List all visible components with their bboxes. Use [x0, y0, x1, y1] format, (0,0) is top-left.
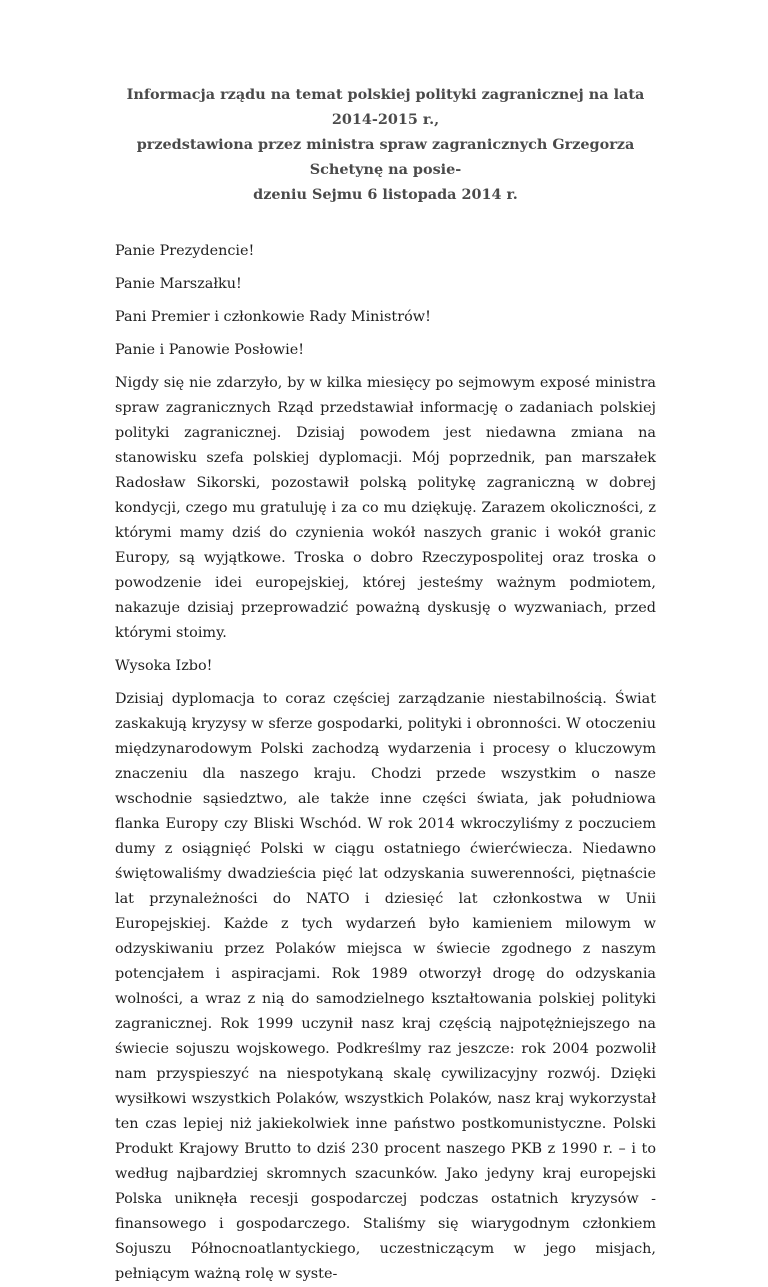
- greeting-president: Panie Prezydencie!: [115, 243, 255, 259]
- paragraph-2: Dzisiaj dyplomacja to coraz częściej zarządzanie niestabilnością. Świat zaskakują kryzysy w sferze gospodarki, polityki i obronności. W otoczeniu międzynarodowym Polski zachodzą wydarzenia i procesy o kluczowym znaczeniu dla naszego kraju. Chodzi przede wszystkim o nasze wschodnie sąsiedztwo, ale także inne części świata, jak południowa flanka Europy czy Bliski Wschód. W rok 2014 wkroczyliśmy z poczuciem dumy z osiągnięć Polski w ciągu ostatniego ćwierćwiecza. Niedawno świętowaliśmy dwadzieścia pięć lat odzyskania suwerenności, piętnaście lat przynależności do NATO i dziesięć lat członkostwa w Unii Europejskiej. Każde z tych wydarzeń było kamieniem milowym w odzyskiwaniu przez Polaków miejsca w świecie zgodnego z naszym potencjałem i aspiracjami. Rok 1989 otworzył drogę do odzyskania wolności, a wraz z nią do samodzielnego kształtowania polskiej polityki zagranicznej. Rok 1999 uczynił nasz kraj częścią najpotężniejszego na świecie sojuszu wojskowego. Podkreślmy raz jeszcze: rok 2004 pozwolił nam przyspieszyć na niespotykaną skalę cywilizacyjny rozwój. Dzięki wysiłkowi wszystkich Polaków, wszystkich Polaków, nasz kraj wykorzystał ten czas lepiej niż jakiekolwiek inne państwo postkomunistyczne. Polski Produkt Krajowy Brutto to dziś 230 procent naszego PKB z 1990 r. – i to według najbardziej skromnych szacunków. Jako jedyny kraj europejski Polska uniknęła recesji gospodarczej podczas ostatnich kryzysów - finansowego i gospodarczego. Staliśmy się wiarygodnym członkiem Sojuszu Północnoatlantyckiego, uczestniczącym w jego misjach, pełniącym ważną rolę w syste-: [115, 691, 656, 1282]
- greeting-premier: Pani Premier i członkowie Rady Ministrów!: [115, 309, 431, 325]
- greeting-deputies: Panie i Panowie Posłowie!: [115, 342, 305, 358]
- greeting-marshal: Panie Marszałku!: [115, 276, 242, 292]
- title-line-3: dzeniu Sejmu 6 listopada 2014 r.: [253, 186, 518, 203]
- address-high-chamber: Wysoka Izbo!: [115, 658, 213, 674]
- paragraph-1: Nigdy się nie zdarzyło, by w kilka miesięcy po sejmowym exposé ministra spraw zagranicznych Rząd przedstawiał informację o zadaniach polskiej polityki zagranicznej. Dzisiaj powodem jest niedawna zmiana na stanowisku szefa polskiej dyplomacji. Mój poprzednik, pan marszałek Radosław Sikorski, pozostawił polską politykę zagraniczną w dobrej kondycji, czego mu gratuluję i za co mu dziękuję. Zarazem okoliczności, z którymi mamy dziś do czynienia wokół naszych granic i wokół granic Europy, są wyjątkowe. Troska o dobro Rzeczypospolitej oraz troska o powodzenie idei europejskiej, której jesteśmy ważnym podmiotem, nakazuje dzisiaj przeprowadzić poważną dyskusję o wyzwaniach, przed którymi stoimy.: [115, 375, 656, 641]
- title-line-1: Informacja rządu na temat polskiej polityki zagranicznej na lata 2014-2015 r.,: [126, 86, 645, 128]
- document-title: [115, 82, 656, 207]
- title-line-2: przedstawiona przez ministra spraw zagranicznych Grzegorza Schetynę na posie-: [136, 136, 635, 178]
